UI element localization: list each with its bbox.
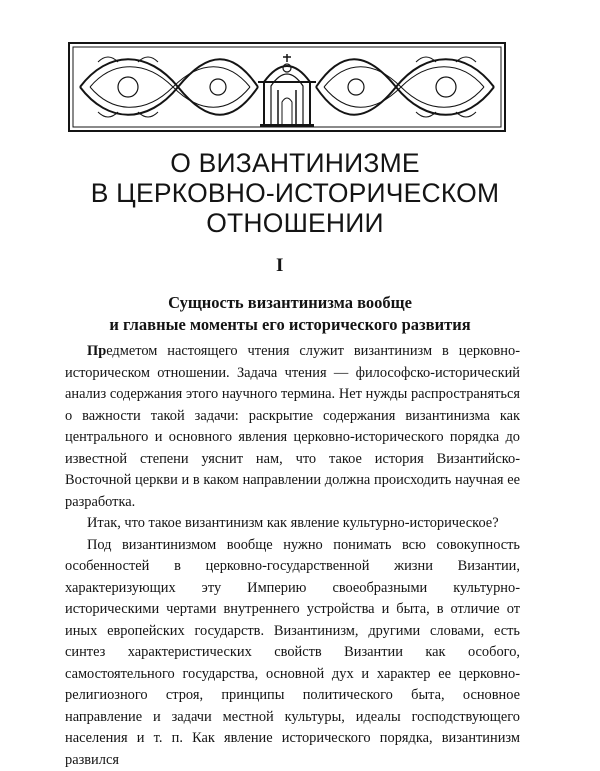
body-text: [65, 341, 520, 771]
section-number: I: [276, 255, 283, 277]
title-line-1: О ВИЗАНТИНИЗМЕ: [60, 148, 530, 178]
paragraph-1-text: едметом настоящего чтения служит византинизм в церковно-историческом отношении. Задача чтения — философско-исторический анализ содержания этого научного термина. Нет нужды распространяться о важности такой задачи: раскрытие содержания византинизма как центрального и основного явления церковно-исторического порядка до известной степени уяснит нам, что такое история Византийско-Восточной церкви и в каком направлении должна происходить научная ее разработка.: [65, 343, 520, 510]
byzantine-ornament-banner: [68, 42, 506, 132]
paragraph-1: [65, 341, 520, 513]
paragraph-1-lead: Пр: [87, 343, 106, 359]
title-line-3: ОТНОШЕНИИ: [60, 208, 530, 238]
paragraph-3: Под византинизмом вообще нужно понимать всю совокупность особенностей в церковно-государственной жизни Византии, характеризующих эту Империю своеобразными культурно-историческими чертами внутреннего устройства и быта, в отличие от иных европейских государств. Византинизм, другими словами, есть синтез характеристических свойств Византии как особого, самостоятельного государства, основной дух и характер ее церковно-религиозного строя, принципы политического быта, основное направление и задачи местной культуры, идеалы господствующего населения и т. п. Как явление исторического порядка, византинизм развился: [65, 535, 520, 771]
section-subtitle-line-1: Сущность византинизма вообще: [100, 292, 480, 313]
section-subtitle-line-2: и главные моменты его исторического развития: [100, 314, 480, 335]
title-line-2: В ЦЕРКОВНО-ИСТОРИЧЕСКОМ: [60, 178, 530, 208]
paragraph-2: Итак, что такое византинизм как явление культурно-историческое?: [65, 513, 520, 535]
